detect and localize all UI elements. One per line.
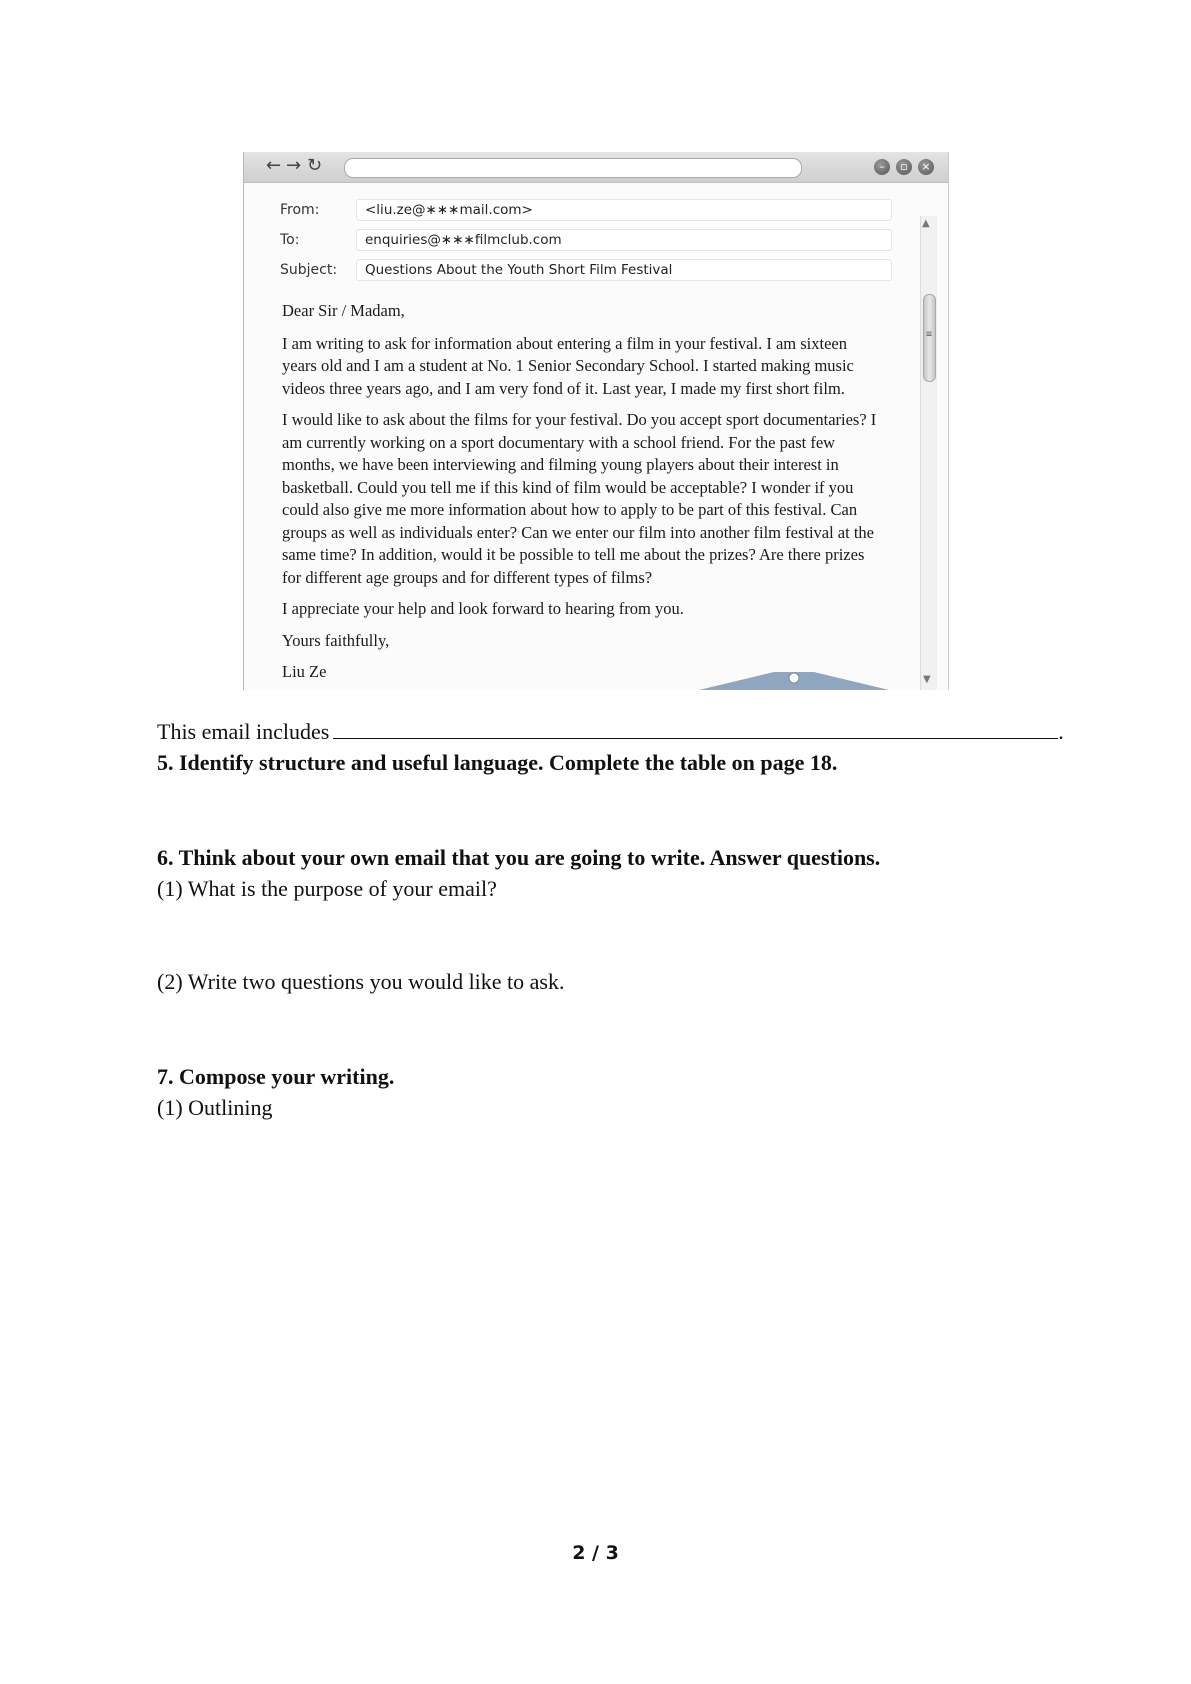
subject-row bbox=[244, 256, 906, 284]
subject-field[interactable]: Questions About the Youth Short Film Festival bbox=[356, 259, 892, 281]
email-screenshot bbox=[243, 152, 949, 690]
question-6-2: (2) Write two questions you would like to ask. bbox=[157, 969, 565, 994]
forward-arrow-icon[interactable]: → bbox=[286, 155, 302, 176]
from-field[interactable]: <liu.ze@∗∗∗mail.com> bbox=[356, 199, 892, 221]
email-signature: Liu Ze bbox=[282, 662, 327, 681]
refresh-icon[interactable]: ↻ bbox=[307, 155, 323, 176]
close-icon[interactable]: × bbox=[918, 159, 934, 175]
includes-prompt: This email includes bbox=[157, 719, 330, 744]
from-row bbox=[244, 196, 906, 224]
email-paragraph: I am writing to ask for information about entering a film in your festival. I am sixteen years old and I am a student at No. 1 Senior Secondary School. I started making music videos three years ago, and I am very fond of it. Last year, I made my first short film. bbox=[282, 333, 854, 398]
question-5: 5. Identify structure and useful language. Complete the table on page 18. bbox=[157, 750, 838, 775]
question-7-1: (1) Outlining bbox=[157, 1095, 273, 1120]
back-arrow-icon[interactable]: ← bbox=[266, 155, 282, 176]
question-6: 6. Think about your own email that you are going to write. Answer questions. bbox=[157, 845, 881, 870]
minimize-icon[interactable]: – bbox=[874, 159, 890, 175]
scroll-up-icon[interactable]: ▲ bbox=[922, 218, 930, 229]
email-closing: Yours faithfully, bbox=[282, 630, 390, 650]
address-bar[interactable] bbox=[344, 158, 802, 178]
includes-sentence bbox=[157, 716, 1064, 746]
scrollbar[interactable] bbox=[920, 216, 937, 690]
from-label: From: bbox=[280, 202, 320, 218]
browser-toolbar bbox=[244, 152, 948, 183]
decorative-shape bbox=[674, 666, 914, 690]
question-6-1: (1) What is the purpose of your email? bbox=[157, 876, 497, 901]
includes-period: . bbox=[1058, 719, 1064, 744]
restore-icon[interactable]: ▫ bbox=[896, 159, 912, 175]
email-paragraph: I appreciate your help and look forward to hearing from you. bbox=[282, 599, 684, 618]
page-number: 2 / 3 bbox=[572, 1542, 619, 1564]
email-paragraph: I would like to ask about the films for your festival. Do you accept sport documentaries? I am currently working on a sport documentary with a school friend. For the past few months, we have been interviewing and filming young players about their interest in basketball. Could you tell me if this kind of film would be acceptable? I wonder if you could also give me more information about how to apply to be part of this festival. Can groups as well as individuals enter? Can we enter our film into another film festival at the same time? In addition, would it be possible to tell me about the prizes? Are there prizes for different age groups and for different types of films? bbox=[282, 410, 877, 587]
answer-blank[interactable] bbox=[333, 716, 1058, 739]
email-body bbox=[282, 300, 884, 690]
scroll-down-icon[interactable]: ▼ bbox=[923, 674, 931, 685]
to-row bbox=[244, 226, 906, 254]
subject-label: Subject: bbox=[280, 262, 338, 278]
grip-icon: ≡ bbox=[926, 329, 933, 340]
to-label: To: bbox=[280, 232, 300, 248]
to-field[interactable]: enquiries@∗∗∗filmclub.com bbox=[356, 229, 892, 251]
question-7: 7. Compose your writing. bbox=[157, 1064, 395, 1089]
email-greeting: Dear Sir / Madam, bbox=[282, 301, 405, 320]
